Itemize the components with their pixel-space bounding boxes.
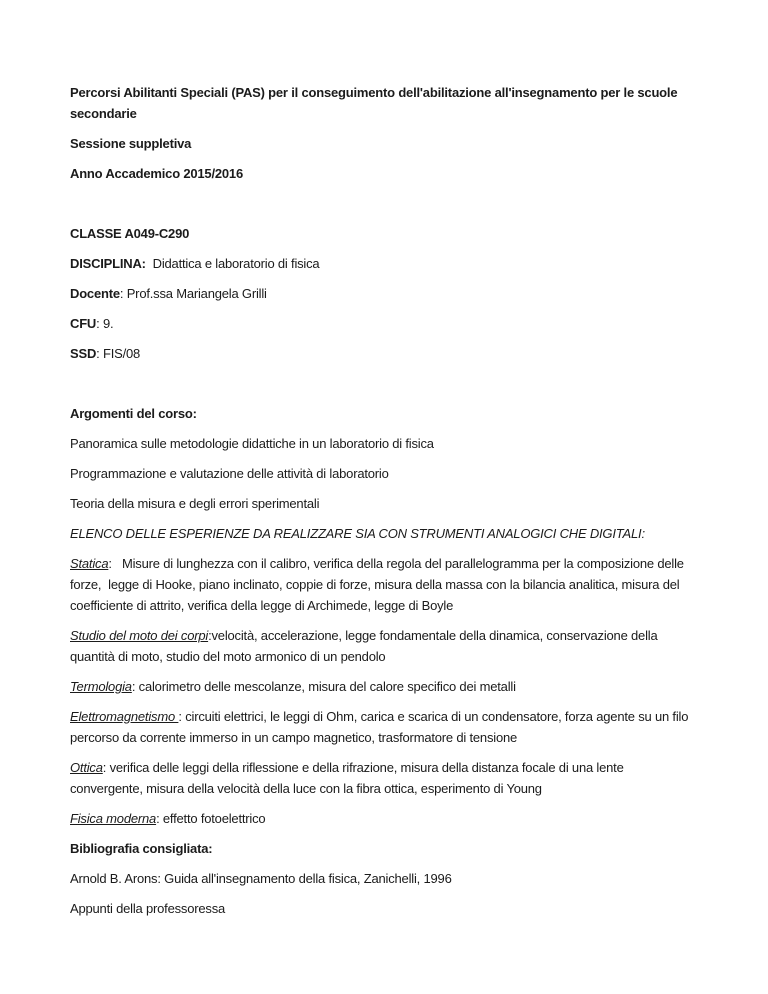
session-line: Sessione suppletiva: [70, 136, 192, 151]
bibliography-item: Appunti della professoressa: [70, 901, 226, 916]
teacher-value: : Prof.ssa Mariangela Grilli: [119, 286, 267, 301]
topic-item: Programmazione e valutazione delle attività di laboratorio: [70, 466, 389, 481]
experiment-text: : effetto fotoelettrico: [156, 811, 266, 826]
experiment-text: : calorimetro delle mescolanze, misura del calore specifico dei metalli: [131, 679, 516, 694]
experiment-term: Studio del moto dei corpi: [70, 628, 209, 643]
cfu-line: [70, 313, 698, 334]
ssd-label: SSD: [70, 346, 97, 361]
course-class-line: [70, 223, 698, 244]
discipline-label: DISCIPLINA:: [70, 256, 146, 271]
topic-item: Panoramica sulle metodologie didattiche in un laboratorio di fisica: [70, 436, 434, 451]
ssd-value: : FIS/08: [96, 346, 141, 361]
experiment-item-termologia: [70, 676, 698, 697]
experiment-text: : circuiti elettrici, le leggi di Ohm, carica e scarica di un condensatore, forza agente su un filo percorso da corrente immerso in un campo magnetico, trasformatore di tensione: [70, 709, 692, 745]
ssd-line: [70, 343, 698, 364]
experiment-text: : Misure di lunghezza con il calibro, verifica della regola del parallelogramma per la composizione delle forze, legge di Hooke, piano inclinato, coppie di forze, misura della massa con la bilancia analitica, misura del coefficiente di attrito, verifica della legge di Archimede, legge di Boyle: [70, 556, 688, 613]
cfu-label: CFU: [70, 316, 97, 331]
experiment-item-ottica: [70, 757, 698, 799]
teacher-label: Docente: [70, 286, 120, 301]
experiments-intro: ELENCO DELLE ESPERIENZE DA REALIZZARE SIA CON STRUMENTI ANALOGICI CHE DIGITALI:: [70, 526, 645, 541]
experiment-term: Statica: [70, 556, 109, 571]
course-class-label: CLASSE A049-C290: [70, 226, 190, 241]
experiment-item-fisica-moderna: [70, 808, 698, 829]
section-gap: [70, 373, 698, 403]
topic-item: Teoria della misura e degli errori sperimentali: [70, 496, 320, 511]
discipline-line: [70, 253, 698, 274]
experiment-term: Termologia: [70, 679, 132, 694]
topics-heading: Argomenti del corso:: [70, 406, 197, 421]
bibliography-item: Arnold B. Arons: Guida all'insegnamento della fisica, Zanichelli, 1996: [70, 871, 452, 886]
cfu-value: : 9.: [96, 316, 114, 331]
experiment-item-elettromagnetismo: [70, 706, 698, 748]
teacher-line: [70, 283, 698, 304]
experiment-term: Fisica moderna: [70, 811, 157, 826]
experiment-term: Ottica: [70, 760, 103, 775]
experiment-text: :velocità, accelerazione, legge fondamentale della dinamica, conservazione della quantità di moto, studio del moto armonico di un pendolo: [70, 628, 661, 664]
academic-year-line: Anno Accademico 2015/2016: [70, 166, 243, 181]
experiment-term: Elettromagnetismo: [70, 709, 179, 724]
document-title: Percorsi Abilitanti Speciali (PAS) per il conseguimento dell'abilitazione all'insegnamento per le scuole secondarie: [70, 85, 681, 121]
discipline-value: Didattica e laboratorio di fisica: [145, 256, 320, 271]
experiment-item-statica: [70, 553, 698, 616]
experiment-item-moto: [70, 625, 698, 667]
bibliography-heading: Bibliografia consigliata:: [70, 841, 213, 856]
experiment-text: : verifica delle leggi della riflessione e della rifrazione, misura della distanza focale di una lente convergente, misura della velocità della luce con la fibra ottica, esperimento di Young: [70, 760, 628, 796]
section-gap: [70, 193, 698, 223]
